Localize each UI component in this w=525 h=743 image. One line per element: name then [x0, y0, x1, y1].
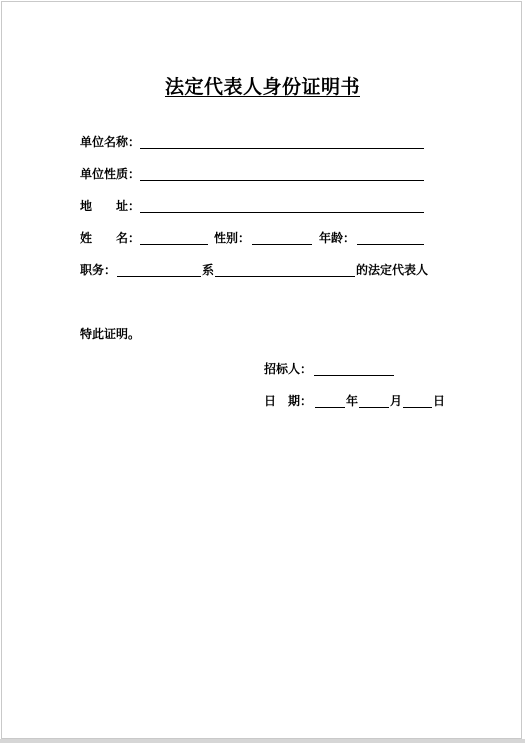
- is-word: 系: [202, 263, 215, 277]
- personal-info-row: [80, 229, 425, 247]
- unit-nature-row: [80, 165, 425, 183]
- tenderer-label: 招标人：: [264, 362, 313, 376]
- age-label: 年龄：: [319, 231, 356, 245]
- document-page: [1, 1, 522, 739]
- unit-name-label: 单位名称：: [80, 135, 141, 149]
- tenderer-row: [264, 360, 399, 378]
- certify-text: 特此证明。: [80, 327, 141, 341]
- date-row: [264, 392, 449, 410]
- company-blank[interactable]: [215, 276, 355, 277]
- day-blank[interactable]: [403, 407, 432, 408]
- tenderer-blank[interactable]: [314, 375, 394, 376]
- gender-label: 性别：: [214, 231, 251, 245]
- year-label: 年: [346, 394, 359, 408]
- page-bottom-shadow: [0, 739, 525, 743]
- position-row: [80, 261, 432, 279]
- year-blank[interactable]: [315, 407, 345, 408]
- unit-name-blank[interactable]: [140, 148, 424, 149]
- certify-row: [80, 325, 200, 343]
- unit-nature-label: 单位性质：: [80, 167, 141, 181]
- address-label: 地 址：: [80, 199, 141, 213]
- age-blank[interactable]: [357, 244, 424, 245]
- document-title-text: 法定代表人身份证明书: [164, 76, 360, 98]
- document-title: [0, 72, 525, 99]
- unit-name-row: [80, 133, 425, 151]
- name-blank[interactable]: [140, 244, 208, 245]
- name-label: 姓 名：: [80, 231, 141, 245]
- address-row: [80, 197, 425, 215]
- gender-blank[interactable]: [252, 244, 312, 245]
- position-label: 职务：: [80, 263, 117, 277]
- position-blank[interactable]: [117, 276, 201, 277]
- legal-rep-suffix: 的法定代表人: [356, 263, 429, 277]
- day-label: 日: [433, 394, 446, 408]
- month-label: 月: [390, 394, 403, 408]
- unit-nature-blank[interactable]: [140, 180, 424, 181]
- address-blank[interactable]: [140, 212, 424, 213]
- date-label: 日 期：: [264, 394, 313, 408]
- month-blank[interactable]: [359, 407, 389, 408]
